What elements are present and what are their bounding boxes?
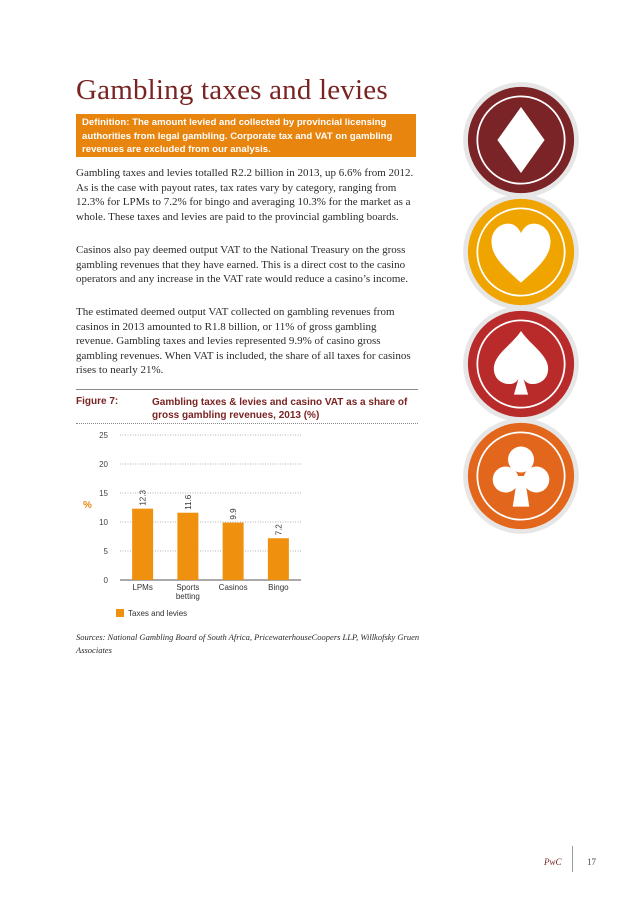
y-tick-label: 0: [103, 576, 108, 585]
legend-label: Taxes and levies: [128, 609, 188, 618]
club-suit-icon: [462, 417, 580, 535]
y-tick-label: 10: [99, 518, 108, 527]
footer-brand: PwC: [544, 857, 562, 867]
bar-sports-betting: [177, 513, 198, 580]
figure-title: Gambling taxes & levies and casino VAT as a share of gross gambling revenues, 2013 (%): [152, 397, 408, 421]
y-axis-ticks: [99, 431, 108, 585]
figure-bottom-rule: [76, 423, 418, 424]
chart-bars: [132, 490, 289, 580]
bar-data-label: 11.6: [183, 494, 193, 510]
definition-box: Definition: The amount levied and collected by provincial licensing authorities from legal gambling. Corporate tax and VAT on gambling revenues are excluded from our analysis.: [76, 114, 416, 157]
bar-casinos: [223, 523, 244, 580]
bar-data-label: 12.3: [138, 490, 148, 506]
y-tick-label: 15: [99, 489, 108, 498]
figure-top-rule: [76, 389, 418, 390]
page-number: 17: [587, 857, 596, 867]
heart-suit-icon: [462, 193, 580, 311]
x-axis-categories: [132, 583, 289, 601]
y-tick-label: 25: [99, 431, 108, 440]
bar-bingo: [268, 538, 289, 580]
x-category-label: LPMs: [132, 583, 153, 592]
spade-suit-icon: [462, 305, 580, 423]
diamond-suit-icon: [462, 81, 580, 199]
footer-divider: [572, 846, 573, 872]
x-category-label: Bingo: [268, 583, 289, 592]
y-tick-label: 20: [99, 460, 108, 469]
y-tick-label: 5: [103, 547, 108, 556]
body-paragraph-3: The estimated deemed output VAT collected on gambling revenues from casinos in 2013 amounted to R1.8 billion, or 11% of gross gambling revenue. Gambling taxes and levies represented 9.9% of casino gross gambling revenues. When VAT is included, the share of all taxes for casinos rises to nearly 21%.: [76, 306, 411, 376]
x-category-label: Sports: [176, 583, 200, 592]
bar-data-label: 7.2: [274, 524, 284, 536]
figure-label: Figure 7:: [76, 396, 119, 407]
x-category-label: betting: [175, 592, 200, 601]
legend-swatch: [116, 609, 124, 617]
body-paragraph-1: Gambling taxes and levies totalled R2.2 billion in 2013, up 6.6% from 2012. As is the case with payout rates, tax rates vary by category, ranging from 12.3% for LPMs to 7.2% for bingo and averaging 10.3% for the market as a whole. These taxes and levies are paid to the provincial gambling boards.: [76, 167, 414, 223]
x-category-label: Casinos: [218, 583, 248, 592]
bar-lpms: [132, 509, 153, 580]
chart-legend: [116, 609, 187, 618]
y-axis-label: %: [83, 500, 92, 511]
page-title: Gambling taxes and levies: [76, 74, 388, 106]
bar-chart: [60, 425, 360, 620]
bar-data-label: 9.9: [229, 508, 239, 520]
sources-note: Sources: National Gambling Board of South Africa, PricewaterhouseCoopers LLP, Willkofsky Gruen Associates: [76, 632, 420, 655]
body-paragraph-2: Casinos also pay deemed output VAT to the National Treasury on the gross gambling revenues that they have earned. This is a direct cost to the casino operators and any increase in the VAT rate would reduce a casino’s income.: [76, 244, 409, 285]
